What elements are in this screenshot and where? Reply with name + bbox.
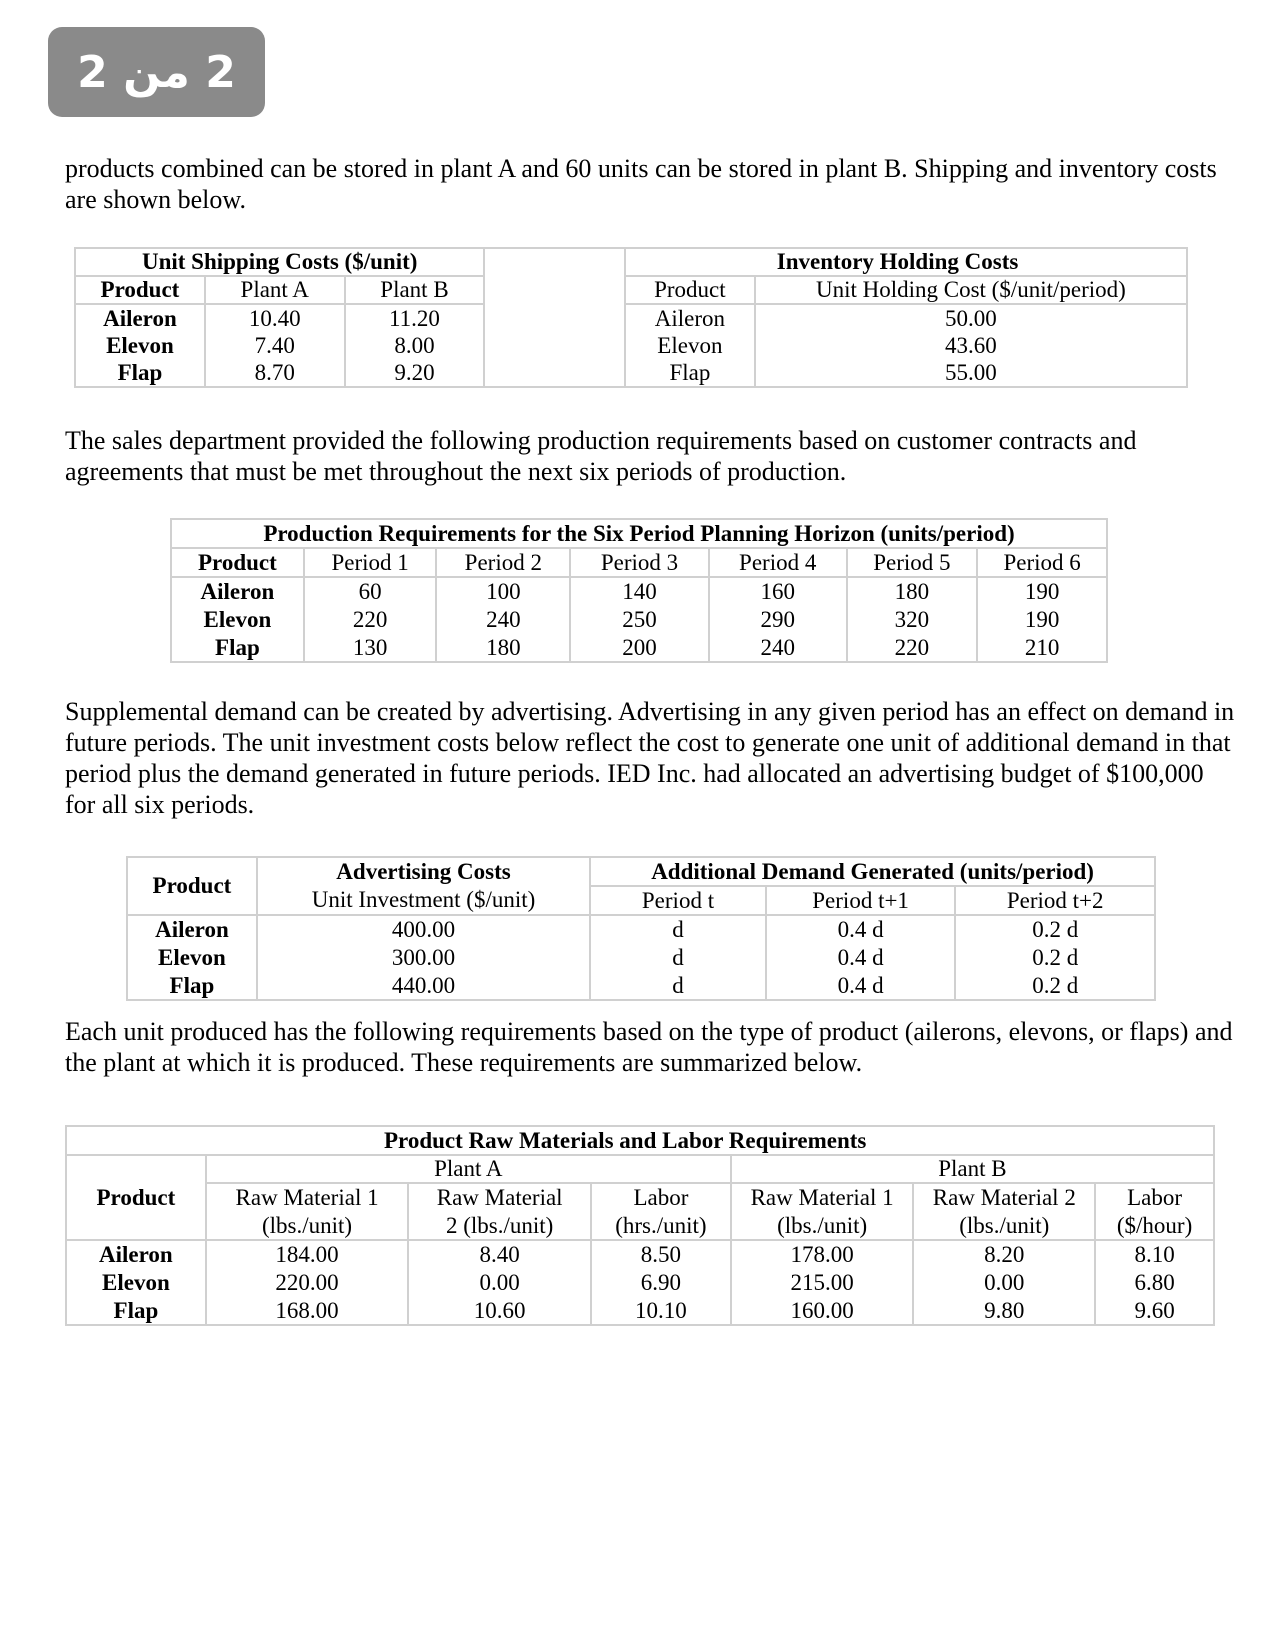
- materials-header-unit: (lbs./unit): [731, 1212, 914, 1240]
- table-cell: 10.40: [205, 304, 345, 332]
- table-cell: 200: [570, 634, 709, 662]
- table-cell: 10.10: [591, 1297, 731, 1325]
- paragraph-sales: The sales department provided the following production requirements based on customer contracts and agreements that must be met throughout the next six periods of production.: [65, 426, 1137, 486]
- table-cell: Flap: [127, 972, 257, 1000]
- table-cell: 300.00: [257, 944, 590, 972]
- table-cell: 320: [847, 606, 978, 634]
- table-cell: 0.00: [408, 1269, 591, 1297]
- table-cell: Aileron: [66, 1240, 206, 1269]
- advertising-demand-header: Period t: [590, 886, 766, 915]
- advertising-cost-subtitle: Unit Investment ($/unit): [257, 886, 590, 915]
- table-cell: Flap: [66, 1297, 206, 1325]
- advertising-header-product: Product: [127, 857, 257, 915]
- table-cell: Flap: [171, 634, 304, 662]
- advertising-table: [126, 856, 1156, 1001]
- materials-header-unit: (lbs./unit): [913, 1212, 1095, 1240]
- table-cell: 8.00: [345, 332, 485, 359]
- table-cell: 8.70: [205, 359, 345, 387]
- table-cell: 8.20: [913, 1240, 1095, 1269]
- production-header-period: Period 6: [977, 548, 1107, 577]
- table-cell: 215.00: [731, 1269, 914, 1297]
- shipping-inventory-table: [74, 247, 1188, 388]
- table-cell: 6.80: [1095, 1269, 1214, 1297]
- table-cell: 8.40: [408, 1240, 591, 1269]
- materials-header: Raw Material 1: [206, 1183, 409, 1212]
- table-cell: 9.20: [345, 359, 485, 387]
- table-cell: 0.2 d: [955, 944, 1155, 972]
- advertising-cost-title: Advertising Costs: [257, 857, 590, 886]
- production-header-period: Period 3: [570, 548, 709, 577]
- table-cell: 240: [709, 634, 847, 662]
- materials-plant-a: Plant A: [206, 1155, 731, 1183]
- production-header-period: Period 4: [709, 548, 847, 577]
- table-cell: 160.00: [731, 1297, 914, 1325]
- table-cell: d: [590, 915, 766, 944]
- table-cell: 180: [436, 634, 570, 662]
- table-cell: 9.60: [1095, 1297, 1214, 1325]
- table-cell: 250: [570, 606, 709, 634]
- shipping-header-plant-a: Plant A: [205, 276, 345, 304]
- inventory-title: Inventory Holding Costs: [755, 248, 1187, 276]
- table-cell: 440.00: [257, 972, 590, 1000]
- table-cell: 100: [436, 577, 570, 606]
- page-indicator-badge: [48, 27, 265, 117]
- table-cell: Flap: [625, 359, 755, 387]
- materials-header: Labor: [591, 1183, 731, 1212]
- table-cell: Aileron: [171, 577, 304, 606]
- spacer-cell: [484, 248, 625, 387]
- table-cell: d: [590, 972, 766, 1000]
- table-cell: 140: [570, 577, 709, 606]
- materials-header: Raw Material: [408, 1183, 591, 1212]
- inventory-title-pad: [625, 248, 755, 276]
- page-indicator-text: 2 من 2: [77, 46, 236, 98]
- paragraph-storage: products combined can be stored in plant A and 60 units can be stored in plant B. Shipping and inventory costs are shown below.: [65, 154, 1217, 214]
- production-header-product: Product: [171, 548, 304, 577]
- table-cell: 0.4 d: [766, 972, 956, 1000]
- materials-header-unit: ($/hour): [1095, 1212, 1214, 1240]
- table-cell: Elevon: [171, 606, 304, 634]
- materials-plant-b: Plant B: [731, 1155, 1214, 1183]
- table-cell: 50.00: [755, 304, 1187, 332]
- materials-header-unit: (hrs./unit): [591, 1212, 731, 1240]
- table-cell: Aileron: [75, 304, 205, 332]
- materials-header: Labor: [1095, 1183, 1214, 1212]
- table-cell: 8.50: [591, 1240, 731, 1269]
- table-cell: 43.60: [755, 332, 1187, 359]
- table-cell: d: [590, 944, 766, 972]
- table-cell: Elevon: [127, 944, 257, 972]
- table-cell: 6.90: [591, 1269, 731, 1297]
- table-cell: 130: [304, 634, 437, 662]
- table-cell: 180: [847, 577, 978, 606]
- inventory-header-cost: Unit Holding Cost ($/unit/period): [755, 276, 1187, 304]
- table-cell: 10.60: [408, 1297, 591, 1325]
- table-cell: 11.20: [345, 304, 485, 332]
- production-header-period: Period 2: [436, 548, 570, 577]
- table-cell: 7.40: [205, 332, 345, 359]
- table-cell: 168.00: [206, 1297, 409, 1325]
- materials-title: Product Raw Materials and Labor Requirements: [66, 1126, 1214, 1155]
- table-cell: 9.80: [913, 1297, 1095, 1325]
- inventory-header-product: Product: [625, 276, 755, 304]
- table-cell: 55.00: [755, 359, 1187, 387]
- table-cell: 60: [304, 577, 437, 606]
- shipping-header-plant-b: Plant B: [345, 276, 485, 304]
- materials-labor-table: [65, 1125, 1215, 1326]
- table-cell: 160: [709, 577, 847, 606]
- table-cell: 0.00: [913, 1269, 1095, 1297]
- advertising-demand-header: Period t+2: [955, 886, 1155, 915]
- table-cell: Flap: [75, 359, 205, 387]
- advertising-demand-header: Period t+1: [766, 886, 956, 915]
- table-cell: 0.4 d: [766, 944, 956, 972]
- materials-header-product: Product: [66, 1155, 206, 1240]
- production-header-period: Period 1: [304, 548, 437, 577]
- production-title: Production Requirements for the Six Period Planning Horizon (units/period): [171, 519, 1107, 548]
- table-cell: 220.00: [206, 1269, 409, 1297]
- table-cell: 8.10: [1095, 1240, 1214, 1269]
- table-cell: 240: [436, 606, 570, 634]
- shipping-title: Unit Shipping Costs ($/unit): [75, 248, 484, 276]
- table-cell: 0.2 d: [955, 915, 1155, 944]
- table-cell: 190: [977, 606, 1107, 634]
- table-cell: Aileron: [127, 915, 257, 944]
- table-cell: 0.4 d: [766, 915, 956, 944]
- materials-header-unit: (lbs./unit): [206, 1212, 409, 1240]
- table-cell: 220: [304, 606, 437, 634]
- table-cell: 210: [977, 634, 1107, 662]
- materials-header-unit: 2 (lbs./unit): [408, 1212, 591, 1240]
- table-cell: 178.00: [731, 1240, 914, 1269]
- table-cell: 184.00: [206, 1240, 409, 1269]
- production-header-period: Period 5: [847, 548, 978, 577]
- table-cell: Elevon: [625, 332, 755, 359]
- shipping-header-product: Product: [75, 276, 205, 304]
- table-cell: 290: [709, 606, 847, 634]
- table-cell: Aileron: [625, 304, 755, 332]
- advertising-demand-title: Additional Demand Generated (units/period): [590, 857, 1155, 886]
- table-cell: Elevon: [75, 332, 205, 359]
- paragraph-advertising: Supplemental demand can be created by advertising. Advertising in any given period has an effect on demand in future periods. The unit investment costs below reflect the cost to generate one unit of additional demand in that period plus the demand generated in future periods. IED Inc. had allocated an advertising budget of $100,000 for all six periods.: [65, 697, 1235, 819]
- table-cell: 0.2 d: [955, 972, 1155, 1000]
- table-cell: 400.00: [257, 915, 590, 944]
- materials-header: Raw Material 2: [913, 1183, 1095, 1212]
- materials-header: Raw Material 1: [731, 1183, 914, 1212]
- table-cell: Elevon: [66, 1269, 206, 1297]
- table-cell: 190: [977, 577, 1107, 606]
- paragraph-requirements: Each unit produced has the following requirements based on the type of product (ailerons, elevons, or flaps) and the plant at which it is produced. These requirements are summarized below.: [65, 1017, 1233, 1077]
- table-cell: 220: [847, 634, 978, 662]
- production-requirements-table: [170, 518, 1108, 663]
